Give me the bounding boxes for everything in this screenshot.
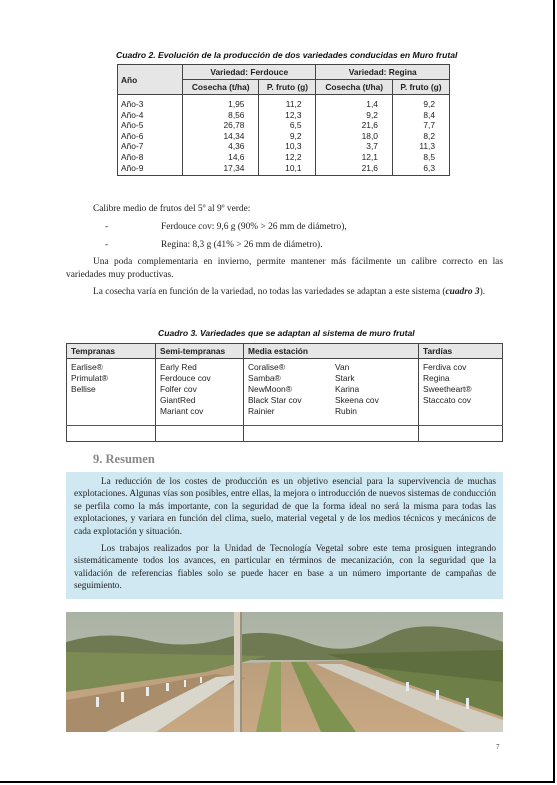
cell: 8,2 xyxy=(392,131,449,142)
variety: GiantRed xyxy=(160,395,196,405)
variety: Primulat® xyxy=(71,373,108,383)
variety: Coralise® xyxy=(248,362,285,372)
variety: Earlise® xyxy=(71,362,103,372)
cell: 6,5 xyxy=(259,120,316,131)
table-row xyxy=(118,163,450,176)
cell: 4,36 xyxy=(183,141,259,152)
cell: 10,3 xyxy=(259,141,316,152)
variety: Stark xyxy=(335,373,355,383)
cell: 12,1 xyxy=(316,152,392,163)
calibre-ferdouce: Ferdouce cov: 9,6 g (90% > 26 mm de diámetro), xyxy=(161,222,347,232)
varieties-table xyxy=(66,343,503,442)
cell: Año-5 xyxy=(118,120,183,131)
cell-semi xyxy=(156,359,244,442)
cell: 11,2 xyxy=(259,95,316,110)
cell: 17,34 xyxy=(183,163,259,176)
cell: 18,0 xyxy=(316,131,392,142)
table3-caption: Cuadro 3. Variedades que se adaptan al sistema de muro frutal xyxy=(158,328,415,338)
group-ferdouce: Variedad: Ferdouce xyxy=(183,65,316,80)
variety: Bellise xyxy=(71,384,96,394)
cell: 8,4 xyxy=(392,110,449,121)
table-row xyxy=(118,141,450,152)
cell: 1,4 xyxy=(316,95,392,110)
list-dash: - xyxy=(105,222,109,232)
variety: Black Star cov xyxy=(248,395,302,405)
paragraph-cosecha xyxy=(66,286,503,299)
variety: Samba® xyxy=(248,373,281,383)
col-tempranas: Tempranas xyxy=(67,344,156,359)
calibre-intro: Calibre medio de frutos del 5º al 9º verde: xyxy=(93,204,251,214)
variety: Van xyxy=(335,362,350,372)
section-divider xyxy=(66,425,503,426)
cell: 8,56 xyxy=(183,110,259,121)
col-semi-tempranas: Semi-tempranas xyxy=(156,344,244,359)
sub-header: P. fruto (g) xyxy=(259,80,316,95)
cell: Año-7 xyxy=(118,141,183,152)
cell: 7,7 xyxy=(392,120,449,131)
variety: Karina xyxy=(335,384,360,394)
cell-tardias xyxy=(419,359,503,442)
text: La cosecha varía en función de la variedad, no todas las variedades se adaptan a este sistema ( xyxy=(93,287,446,297)
cell: 14,6 xyxy=(183,152,259,163)
text: ). xyxy=(479,287,486,297)
group-regina: Variedad: Regina xyxy=(316,65,450,80)
variety: Sweetheart® xyxy=(423,384,472,394)
summary-paragraph-2: Los trabajos realizados por la Unidad de Tecnología Vegetal sobre este tema prosiguen integrando sistemáticamente todos los avances, en particular en términos de mecanización, con la seguridad que la validación de referencias fiables solo se puede hacer en base a un número importante de campañas de seguimiento. xyxy=(74,544,496,592)
summary-box xyxy=(66,472,503,599)
variety: Ferdiva cov xyxy=(423,362,467,372)
cell: 9,2 xyxy=(392,95,449,110)
variety: Rubin xyxy=(335,406,357,416)
variety: Folfer cov xyxy=(160,384,197,394)
col-media-estacion: Media estación xyxy=(244,344,419,359)
cell: 9,2 xyxy=(316,110,392,121)
table-row xyxy=(67,359,503,442)
col-tardias: Tardías xyxy=(419,344,503,359)
table-row xyxy=(118,110,450,121)
variety: Rainier xyxy=(248,406,275,416)
cell: 1,95 xyxy=(183,95,259,110)
variety: Skeena cov xyxy=(335,395,379,405)
cell: 6,3 xyxy=(392,163,449,176)
cell: 26,78 xyxy=(183,120,259,131)
variety: Regina xyxy=(423,373,450,383)
calibre-regina: Regina: 8,3 g (41% > 26 mm de diámetro). xyxy=(161,240,323,250)
table-row xyxy=(118,131,450,142)
cell: 14,34 xyxy=(183,131,259,142)
cell: 12,3 xyxy=(259,110,316,121)
variety: Ferdouce cov xyxy=(160,373,211,383)
variety: NewMoon® xyxy=(248,384,292,394)
table2-caption: Cuadro 2. Evolución de la producción de dos variedades conducidas en Muro frutal xyxy=(116,50,458,60)
sub-header: P. fruto (g) xyxy=(392,80,449,95)
cell-media xyxy=(244,359,419,442)
cell: 10,1 xyxy=(259,163,316,176)
col-year: Año xyxy=(118,65,183,95)
cell: 9,2 xyxy=(259,131,316,142)
cell: Año-3 xyxy=(118,95,183,110)
cell: 12,2 xyxy=(259,152,316,163)
cell: Año-4 xyxy=(118,110,183,121)
table-row xyxy=(118,152,450,163)
variety: Staccato cov xyxy=(423,395,471,405)
section-heading: 9. Resumen xyxy=(93,452,155,466)
paragraph-poda: Una poda complementaria en invierno, permite mantener más fácilmente un calibre correcto en las variedades muy productivas. xyxy=(66,257,503,280)
page-number: 7 xyxy=(496,743,500,751)
table-reference: cuadro 3 xyxy=(445,287,480,297)
cell: 21,6 xyxy=(316,120,392,131)
table-row xyxy=(118,120,450,131)
sub-header: Cosecha (t/ha) xyxy=(183,80,259,95)
production-table xyxy=(117,64,450,176)
cell-tempranas xyxy=(67,359,156,442)
cell: Año-6 xyxy=(118,131,183,142)
summary-paragraph-1: La reducción de los costes de producción es un objetivo esencial para la supervivencia de muchas explotaciones. Algunas vías son posibles, entre ellas, la mejora o introducción de nuevos sistemas de conducción se perfila como la más importante, con la seguridad de que la forma ideal no será la misma para todas las explotaciones, y variara en función del clima, suelo, material vegetal y de los medios técnicos y mecánicos de cada explotación y situación. xyxy=(74,477,496,537)
variety: Early Red xyxy=(160,362,197,372)
cell: 11,3 xyxy=(392,141,449,152)
variety: Mariant cov xyxy=(160,406,204,416)
cell: Año-9 xyxy=(118,163,183,176)
cell: 21,6 xyxy=(316,163,392,176)
sub-header: Cosecha (t/ha) xyxy=(316,80,392,95)
cell: Año-8 xyxy=(118,152,183,163)
list-dash: - xyxy=(105,240,109,250)
table-row xyxy=(118,95,450,110)
orchard-photo xyxy=(66,612,503,732)
cell: 3,7 xyxy=(316,141,392,152)
cell: 8,5 xyxy=(392,152,449,163)
